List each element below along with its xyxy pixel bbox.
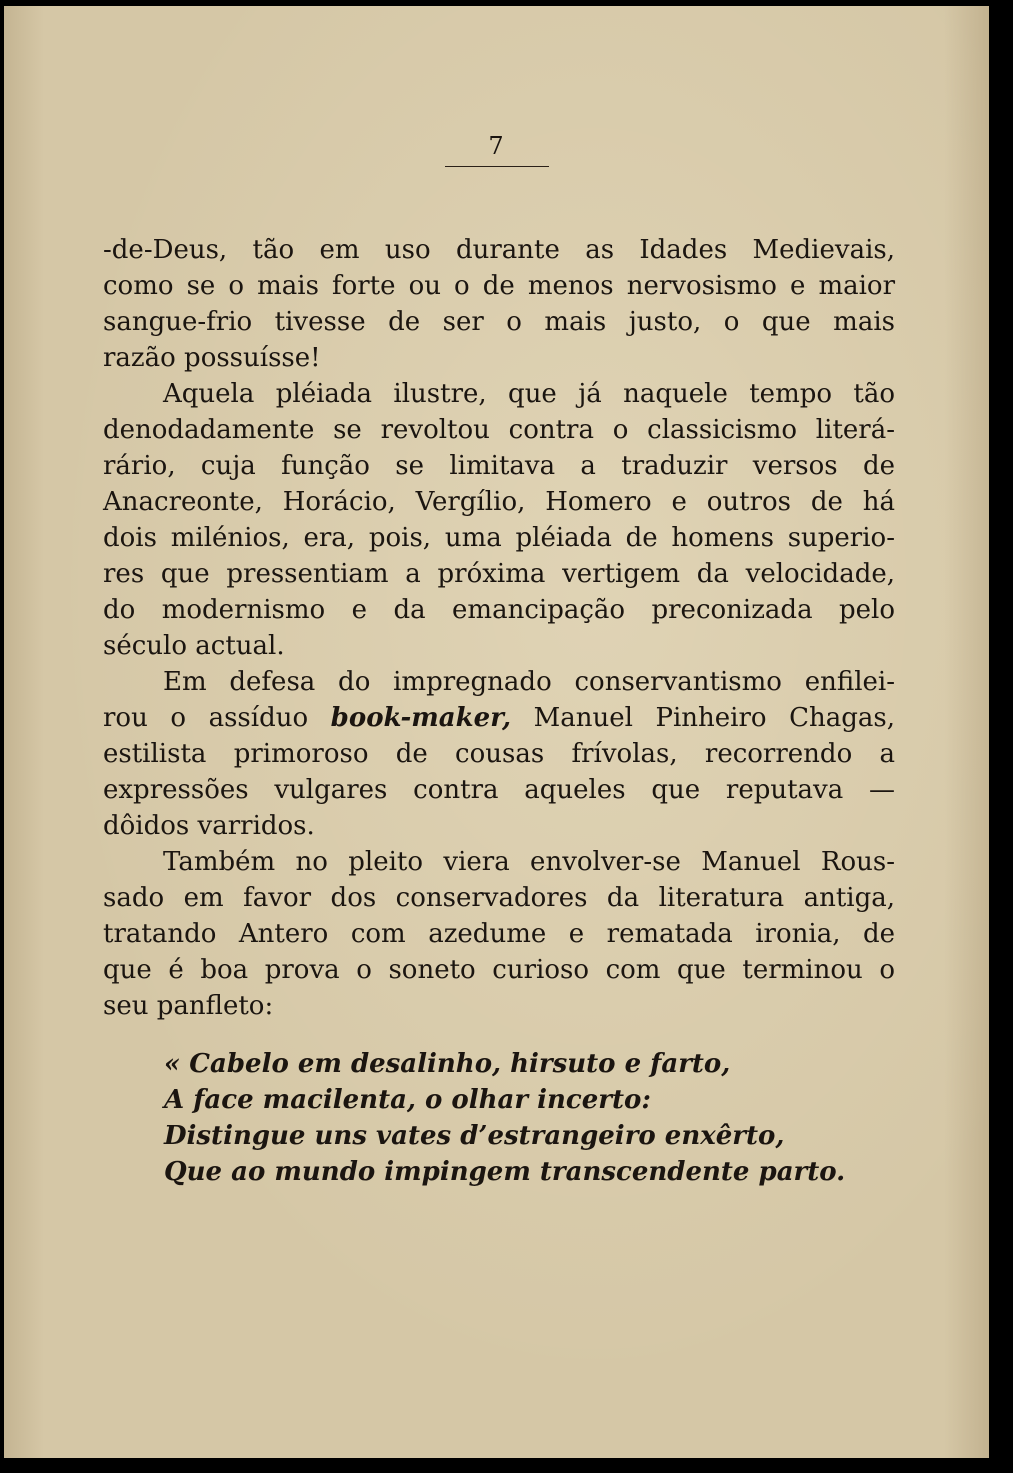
text-line: que é boa prova o soneto curioso com que terminou o	[103, 955, 895, 985]
text-line: Aquela pléiada ilustre, que já naquele tempo tão	[163, 379, 895, 409]
text-line-with-italic	[103, 700, 895, 736]
page-number: 7	[488, 132, 504, 160]
text-line: rário, cuja função se limitava a traduzir versos de	[103, 451, 895, 481]
book-page	[4, 6, 989, 1458]
text-line: Em defesa do impregnado conservantismo enfilei-	[163, 667, 895, 697]
text-line: res que pressentiam a próxima vertigem da velocidade,	[103, 559, 895, 589]
verse-line: Que ao mundo impingem transcendente parto.	[164, 1157, 846, 1187]
text-line: denodadamente se revoltou contra o classicismo literá-	[103, 415, 895, 445]
text-line: expressões vulgares contra aqueles que reputava —	[103, 775, 895, 805]
text-segment: rou o assíduo	[103, 703, 331, 733]
text-segment: Manuel Pinheiro Chagas,	[511, 703, 895, 733]
sonnet-quote	[164, 1046, 864, 1190]
verse-line: Distingue uns vates d’estrangeiro enxêrto,	[164, 1121, 785, 1151]
text-line: razão possuísse!	[103, 343, 321, 373]
text-line: dôidos varridos.	[103, 811, 315, 841]
page-number-rule	[445, 166, 549, 167]
text-line: estilista primoroso de cousas frívolas, recorrendo a	[103, 739, 895, 769]
text-line: como se o mais forte ou o de menos nervosismo e maior	[103, 271, 895, 301]
verse-line: A face macilenta, o olhar incerto:	[164, 1085, 651, 1115]
body-text	[103, 232, 895, 1024]
text-line: -de-Deus, tão em uso durante as Idades Medievais,	[103, 235, 895, 265]
text-line: Também no pleito viera envolver-se Manuel Rous-	[163, 847, 895, 877]
text-line: Anacreonte, Horácio, Vergílio, Homero e outros de há	[103, 487, 895, 517]
italic-term: book-maker,	[330, 703, 512, 733]
text-line: tratando Antero com azedume e rematada ironia, de	[103, 919, 895, 949]
text-line: dois milénios, era, pois, uma pléiada de homens superio-	[103, 523, 895, 553]
text-line: seu panfleto:	[103, 991, 274, 1021]
text-line: sado em favor dos conservadores da literatura antiga,	[103, 883, 895, 913]
text-line: século actual.	[103, 631, 285, 661]
verse-line: « Cabelo em desalinho, hirsuto e farto,	[164, 1049, 731, 1079]
text-line: do modernismo e da emancipação preconizada pelo	[103, 595, 895, 625]
text-line: sangue-frio tivesse de ser o mais justo, o que mais	[103, 307, 895, 337]
